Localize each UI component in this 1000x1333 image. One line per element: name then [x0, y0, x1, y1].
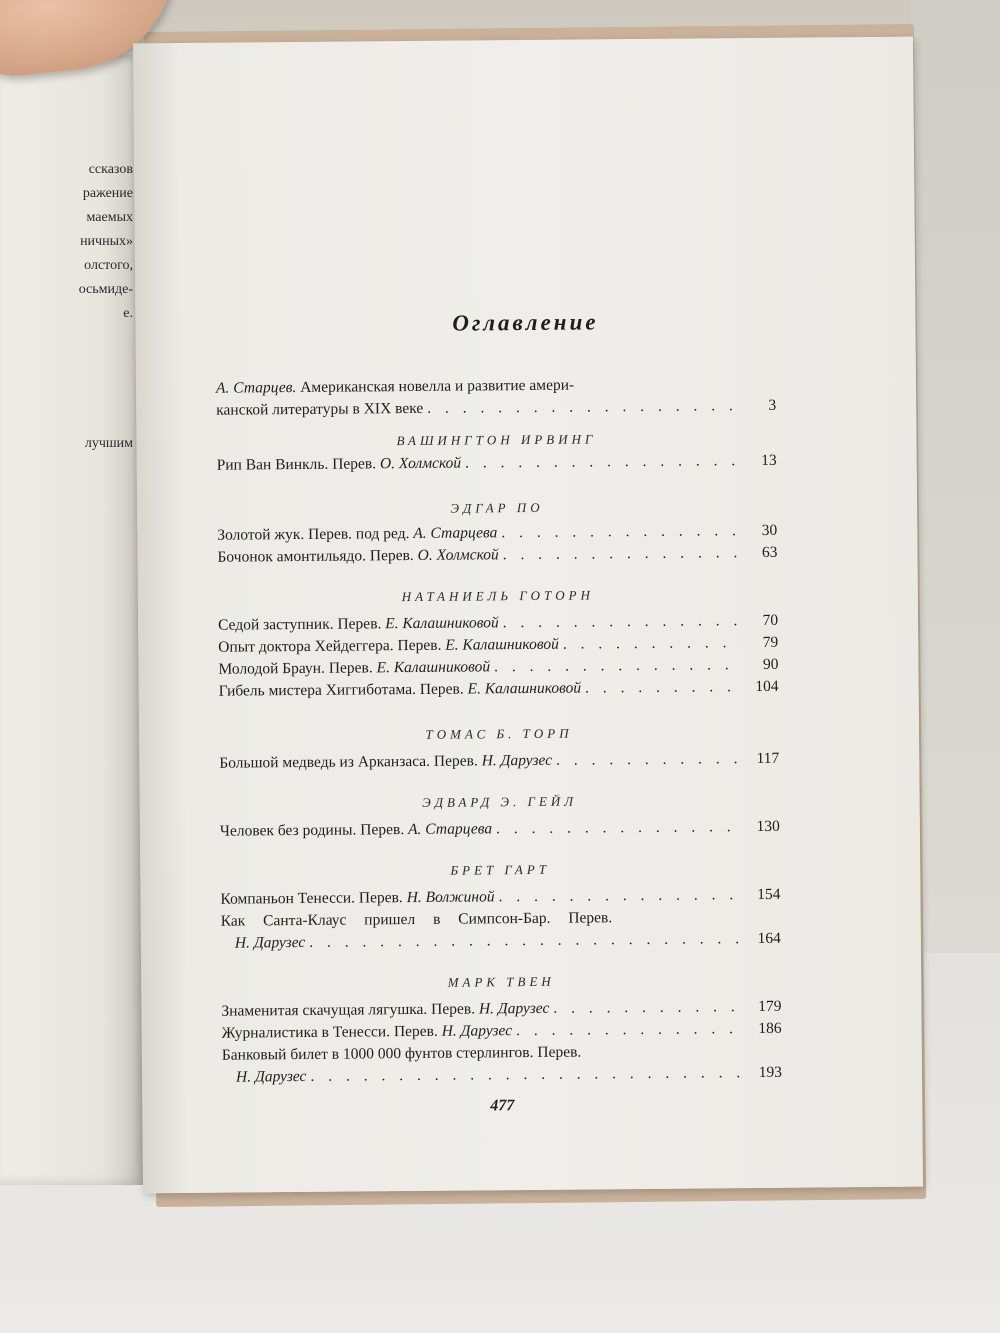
toc-entry [221, 996, 782, 1089]
entry-title: Молодой Браун. Перев. [218, 659, 373, 678]
leader-dots [498, 884, 740, 908]
toc-entry [217, 520, 777, 569]
entry-title: Журналистика в Тенесси. Перев. [221, 1022, 438, 1042]
left-page-text-line: олстого, [84, 258, 133, 273]
entry-title: Седой заступник. Перев. [218, 615, 382, 634]
left-page-text-line: маемых [86, 210, 133, 225]
page-ref: 63 [761, 543, 778, 561]
entry-title: Человек без родины. Перев. [219, 821, 405, 840]
page-ref: 30 [761, 521, 778, 539]
entry-translator: Н. Дарузес [235, 1067, 307, 1086]
entry-title: Как Санта-Клаус пришел в Симпсон-Бар. Перев. [220, 909, 613, 930]
toc-entry [218, 610, 779, 703]
leader-dots [503, 542, 738, 566]
entry-translator: Е. Калашниковой [445, 635, 559, 654]
leader-dots [494, 654, 739, 678]
page-ref: 186 [758, 1019, 782, 1038]
toc-entry [219, 748, 779, 775]
entry-translator: А. Старцева [407, 820, 493, 839]
left-page-text-line: ражение [82, 186, 133, 201]
entry-translator: А. Старцева [413, 524, 498, 542]
left-page [0, 55, 145, 1185]
toc-entry [220, 816, 780, 843]
author-heading: ВАШИНГТОН ИРВИНГ [396, 431, 597, 449]
page-ref: 117 [756, 749, 780, 768]
leader-dots [516, 1018, 742, 1042]
left-page-text-line: осьмиде- [78, 282, 133, 297]
left-page-text-line: ссказов [88, 162, 133, 177]
leader-dots [585, 676, 739, 699]
background-wall [910, 0, 1000, 1000]
entry-translator: Н. Дарузес [481, 751, 553, 770]
author-heading: НАТАНИЕЛЬ ГОТОРН [401, 587, 594, 605]
page-ref: 193 [758, 1063, 783, 1082]
entry-translator: О. Холмской [379, 454, 462, 473]
toc-title: Оглавление [452, 309, 599, 336]
author-heading: МАРК ТВЕН [447, 973, 555, 990]
page-ref: 3 [768, 396, 777, 414]
toc-entry [220, 884, 781, 955]
toc-entry [217, 450, 777, 477]
author-heading: ТОМАС Б. ТОРП [425, 725, 573, 742]
page-ref: 90 [762, 655, 779, 673]
page-ref: 70 [762, 611, 779, 629]
entry-title: Опыт доктора Хейдеггера. Перев. [218, 636, 442, 656]
author-heading: БРЕТ ГАРТ [450, 861, 551, 878]
right-page [133, 37, 923, 1194]
entry-translator: Н. Дарузес [441, 1022, 513, 1040]
page-ref: 130 [756, 817, 780, 836]
leader-dots [556, 748, 739, 772]
leader-dots [501, 520, 737, 544]
entry-title: Гибель мистера Хиггиботама. Перев. [218, 680, 464, 700]
leader-dots [310, 1062, 742, 1088]
left-page-text-line: ничных» [80, 234, 133, 249]
author-heading: ЭДГАР ПО [450, 499, 544, 516]
entry-title: Банковый билет в 1000 000 фунтов стерлингов. Перев. [221, 1043, 582, 1064]
entry-title: Компаньон Тенесси. Перев. [220, 889, 403, 908]
entry-translator: Е. Калашниковой [385, 614, 499, 633]
entry-translator: Н. Волжиной [406, 888, 495, 907]
leader-dots [563, 632, 739, 656]
intro-author: А. Старцев. [215, 379, 297, 397]
page-ref: 104 [755, 677, 779, 696]
leader-dots [553, 996, 741, 1020]
page-number: 477 [490, 1097, 515, 1115]
entry-translator: Н. Дарузес [234, 933, 306, 952]
toc-entry-intro [216, 373, 776, 422]
leader-dots [465, 450, 737, 474]
leader-dots [309, 928, 741, 954]
entry-translator: О. Холмской [417, 546, 499, 564]
page-ref: 164 [757, 929, 781, 948]
intro-title-line1: Американская новелла и развитие амери- [300, 376, 575, 396]
entry-title: Бочонок амонтильядо. Перев. [217, 546, 414, 566]
intro-title-line2: канской литературы в XIX веке [216, 399, 424, 419]
entry-translator: Е. Калашниковой [467, 679, 582, 698]
left-page-text-line: лучшим [84, 436, 133, 451]
entry-title: Большой медведь из Арканзаса. Перев. [219, 752, 478, 772]
leader-dots [496, 816, 740, 840]
leader-dots [427, 395, 736, 420]
page-ref: 13 [761, 451, 777, 469]
entry-title: Золотой жук. Перев. под ред. [217, 525, 410, 544]
leader-dots [503, 610, 738, 634]
page-ref: 179 [758, 997, 782, 1016]
page-ref: 154 [757, 885, 781, 904]
entry-translator: Е. Калашниковой [376, 658, 491, 677]
entry-title: Рип Ван Винкль. Перев. [216, 455, 377, 474]
left-page-text-line: е. [123, 306, 133, 321]
entry-translator: Н. Дарузес [478, 999, 550, 1018]
page-ref: 79 [762, 633, 779, 651]
entry-title: Знаменитая скачущая лягушка. Перев. [221, 1000, 476, 1020]
author-heading: ЭДВАРД Э. ГЕЙЛ [422, 793, 578, 810]
